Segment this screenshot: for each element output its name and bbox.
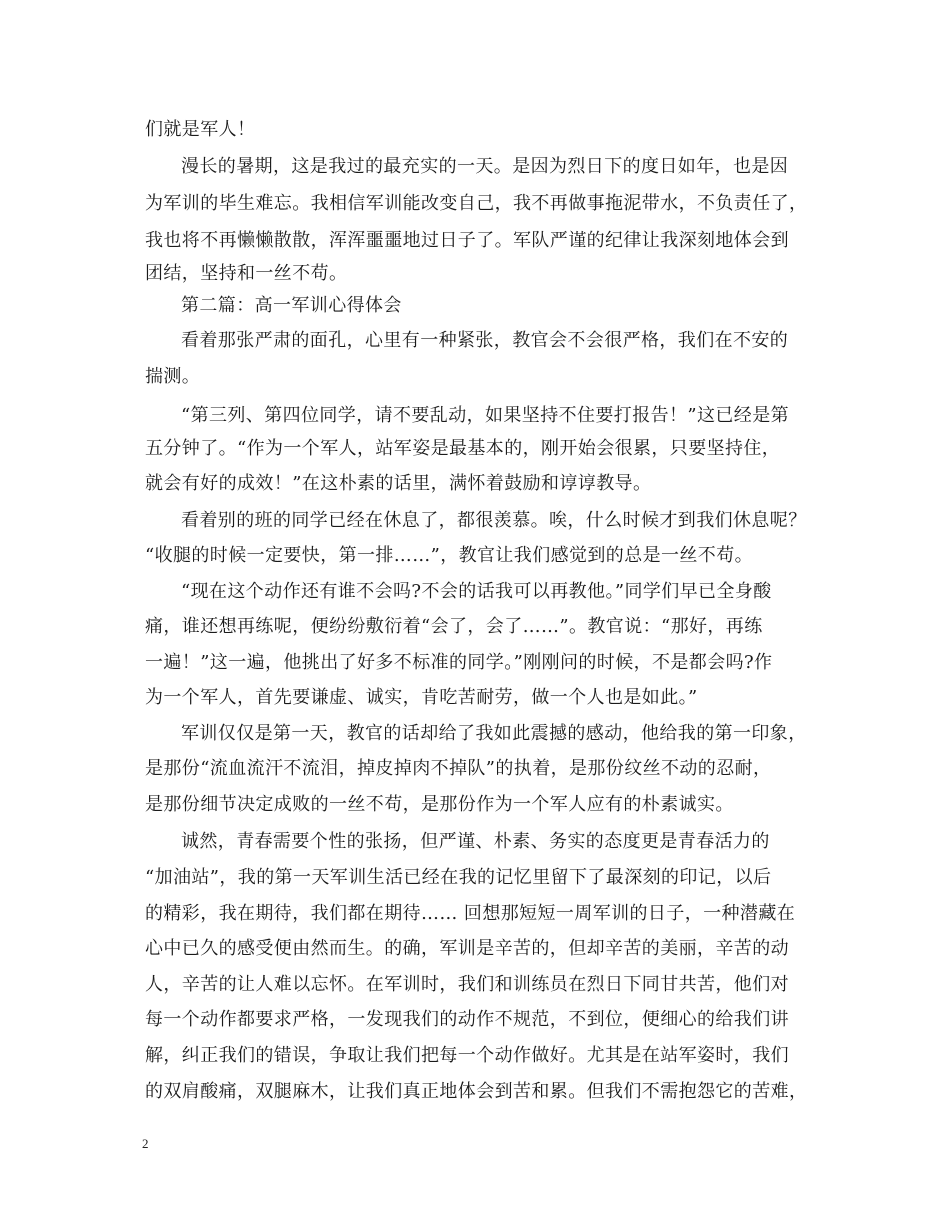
text-line: 为军训的毕生难忘。我相信军训能改变自己，我不再做事拖泥带水，不负责任了， [145, 193, 808, 214]
text-line: “现在这个动作还有谁不会吗?不会的话我可以再教他。”同学们早已全身酸 [181, 581, 772, 602]
text-line: 们就是军人！ [145, 119, 256, 140]
text-line: 每一个动作都要求严格，一发现我们的动作不规范，不到位，便细心的给我们讲 [145, 1009, 789, 1030]
text-line: 漫长的暑期，这是我过的最充实的一天。是因为烈日下的度日如年，也是因 [181, 156, 789, 177]
text-line: 五分钟了。“作为一个军人，站军姿是最基本的，刚开始会很累，只要坚持住， [145, 438, 781, 459]
text-line: 痛，谁还想再练呢，便纷纷敷衍着“会了，会了……”。教官说：“那好，再练 [145, 616, 763, 637]
text-line: 揣测。 [145, 366, 201, 387]
text-line: 军训仅仅是第一天，教官的话却给了我如此震撼的感动，他给我的第一印象， [181, 723, 807, 744]
text-line: 是那份“流血流汗不流泪，掉皮掉肉不掉队”的执着，是那份纹丝不动的忍耐， [145, 758, 772, 779]
text-line: 就会有好的成效！”在这朴素的话里，满怀着鼓励和谆谆教导。 [145, 473, 652, 494]
section-heading: 第二篇：高一军训心得体会 [181, 295, 402, 316]
text-line: 为一个军人，首先要谦虚、诚实，肯吃苦耐劳，做一个人也是如此。” [145, 687, 698, 708]
text-line: 看着别的班的同学已经在休息了，都很羡慕。唉，什么时候才到我们休息呢？ [181, 510, 807, 531]
text-line: “第三列、第四位同学，请不要乱动，如果坚持不住要打报告！”这已经是第 [181, 405, 790, 426]
text-line: 看着那张严肃的面孔，心里有一种紧张，教官会不会很严格，我们在不安的 [181, 330, 789, 351]
text-line: 解，纠正我们的错误，争取让我们把每一个动作做好。尤其是在站军姿时，我们 [145, 1045, 789, 1066]
page-number: 2 [142, 1136, 149, 1151]
text-line: “加油站”，我的第一天军训生活已经在我的记忆里留下了最深刻的印记，以后 [145, 867, 772, 888]
text-line: 我也将不再懒懒散散，浑浑噩噩地过日子了。军队严谨的纪律让我深刻地体会到 [145, 230, 789, 251]
text-line: 一遍！”这一遍，他挑出了好多不标准的同学。”刚刚问的时候，不是都会吗?作 [145, 652, 773, 673]
text-line: 的精彩，我在期待，我们都在期待…… 回想那短短一周军训的日子，一种潜藏在 [145, 903, 796, 924]
text-line: 的双肩酸痛，双腿麻木，让我们真正地体会到苦和累。但我们不需抱怨它的苦难， [145, 1081, 808, 1102]
text-line: “收腿的时候一定要快，第一排……”，教官让我们感觉到的总是一丝不苟。 [145, 545, 754, 566]
text-line: 人，辛苦的让人难以忘怀。在军训时，我们和训练员在烈日下同甘共苦，他们对 [145, 974, 789, 995]
text-line: 团结，坚持和一丝不苟。 [145, 263, 348, 284]
text-line: 心中已久的感受便由然而生。的确，军训是辛苦的，但却辛苦的美丽，辛苦的动 [145, 938, 789, 959]
text-line: 诚然，青春需要个性的张扬，但严谨、朴素、务实的态度更是青春活力的 [181, 831, 770, 852]
text-line: 是那份细节决定成败的一丝不苟，是那份作为一个军人应有的朴素诚实。 [145, 794, 734, 815]
